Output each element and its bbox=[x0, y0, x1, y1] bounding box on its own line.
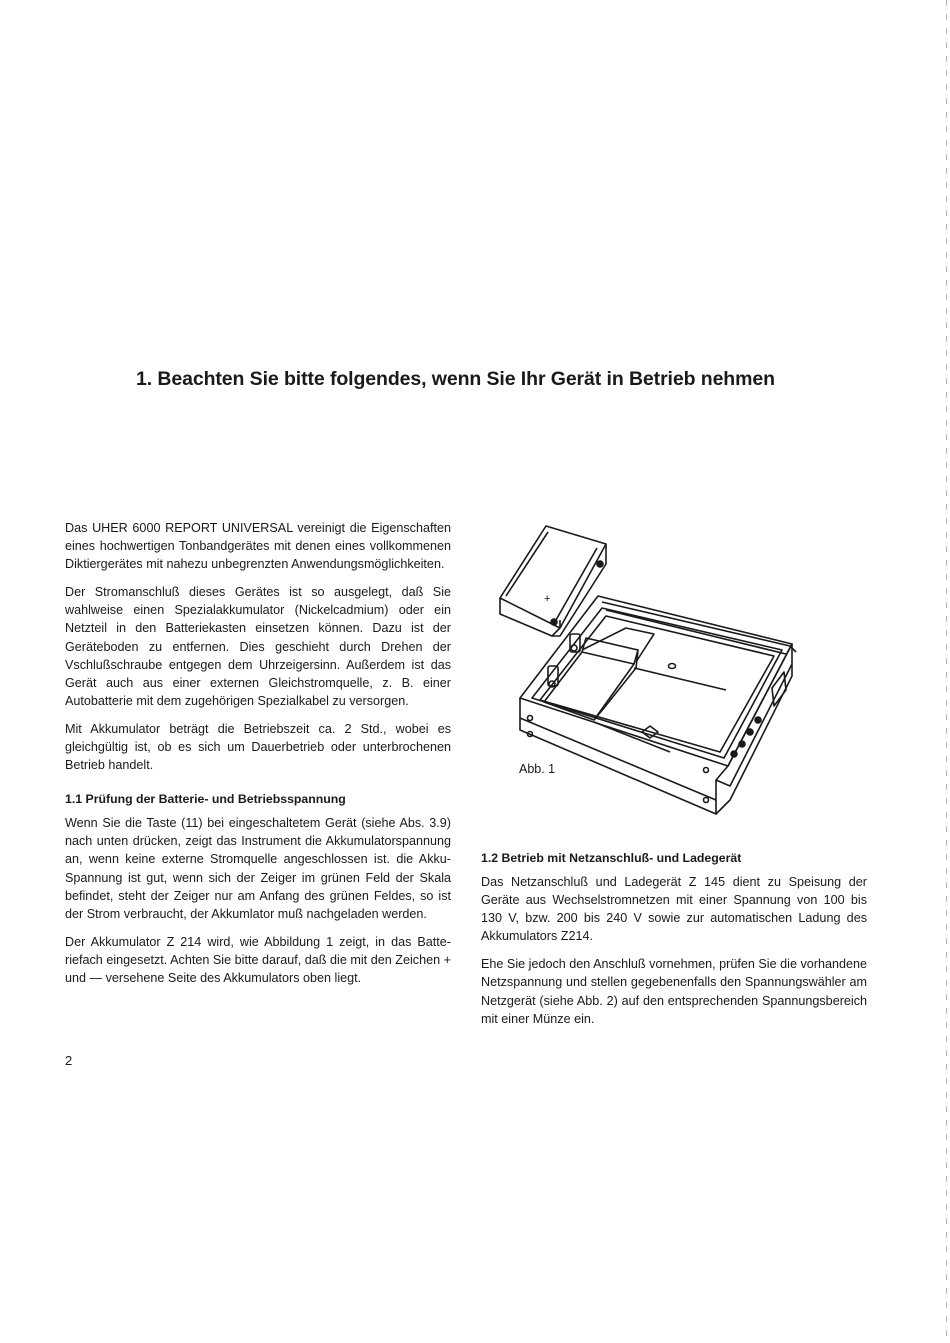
right-column bbox=[481, 849, 867, 1038]
intro-paragraph: Das UHER 6000 REPORT UNIVERSAL vereinigt die Eigenschaften eines hochwertigen Tonbandgerätes mit denen eines vollkommenen Diktiergerätes mit nahezu unbegrenzten Anwendungsmöglichkeiten. bbox=[65, 521, 451, 572]
page-number: 2 bbox=[65, 1053, 73, 1068]
scan-edge-mark bbox=[946, 0, 947, 1343]
section-1-2-heading: 1.2 Betrieb mit Netzanschluß- und Ladegerät bbox=[481, 851, 742, 865]
page-title: 1. Beachten Sie bitte folgendes, wenn Sie Ihr Gerät in Betrieb nehmen bbox=[136, 368, 775, 390]
battery-check-paragraph: Wenn Sie die Taste (11) bei eingeschaltetem Gerät (siehe Abs. 3.9) nach unten drücken, zeigt das Instrument die Akkumulatorspannung an, wenn keine externe Stromquelle angeschlossen ist. die Akku-Spannung ist gut, wenn sich der Zeiger im grünen Feld der Skala befindet, steht der Zeiger nur am Anfang des grünen Feldes, so ist der Strom verbraucht, der Akkumlator muß nachgeladen werden. bbox=[65, 816, 451, 921]
voltage-check-paragraph: Ehe Sie jedoch den Anschluß vornehmen, prüfen Sie die vorhandene Netzspannung und stellen gegebenenfalls den Spannungswähler am Netzgerät (siehe Abb. 2) auf den entsprechenden Spannungsbereich mit einer Münze ein. bbox=[481, 957, 867, 1026]
charger-paragraph: Das Netzanschluß und Ladegerät Z 145 dient zu Speisung der Geräte aus Wechselstromnetzen mit einer Spannung von 100 bis 130 V, bzw. 200 bis 240 V sowie zur automatischen Ladung des Akkumulators Z214. bbox=[481, 875, 867, 944]
plus-marking: + bbox=[544, 593, 551, 605]
left-column bbox=[65, 519, 451, 997]
runtime-paragraph: Mit Akkumulator beträgt die Betriebszeit ca. 2 Std., wobei es gleichgültig ist, ob es sich um Dauerbetrieb oder unterbrochenen Betrieb handelt. bbox=[65, 721, 451, 773]
battery-insert-paragraph: Der Akkumulator Z 214 wird, wie Abbildung 1 zeigt, in das Batteriefach eingesetzt. Achten Sie bitte darauf, daß die mit den Zeichen + und — versehene Seite des Akkumulators oben liegt. bbox=[65, 934, 451, 985]
figure-battery-compartment bbox=[494, 518, 870, 818]
section-1-1-heading: 1.1 Prüfung der Batterie- und Betriebsspannung bbox=[65, 792, 346, 807]
figure-caption: Abb. 1 bbox=[519, 762, 556, 776]
power-paragraph: Der Stromanschluß dieses Gerätes ist so ausgelegt, daß Sie wahlweise einen Spezialakkumulator (Nickelcadmium) oder ein Netzteil in den Batteriekasten einsetzen können. Dazu ist der Geräteboden zu entfernen. Dies geschieht durch Drehen der Vschlußschraube entgegen dem Uhrzeigersinn. Außerdem ist das Gerät auch aus einer externen Gleichstromquelle, z. B. einer Autobatterie mit dem zugehörigen Spezialkabel zu versorgen. bbox=[65, 585, 451, 708]
